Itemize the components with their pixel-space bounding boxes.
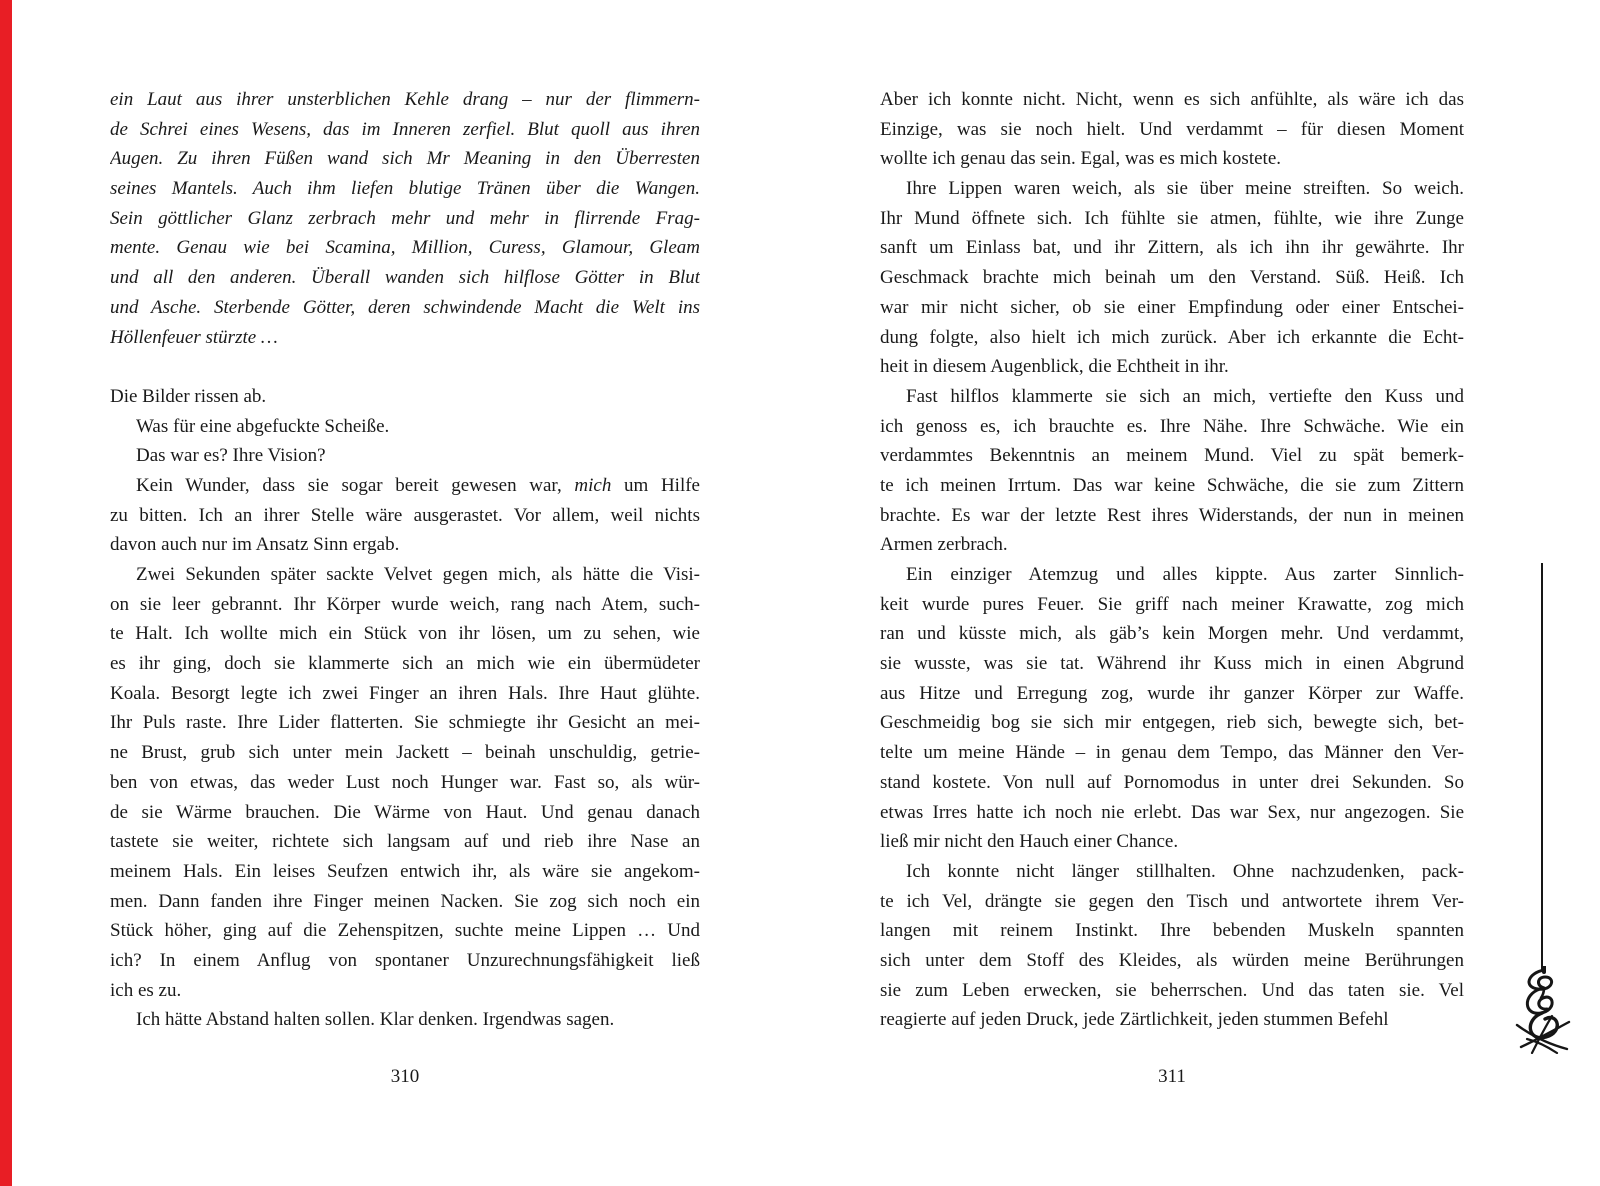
text-line: heit in diesem Augenblick, die Echtheit in ihr. <box>880 356 1229 378</box>
text-line: Höllenfeuer stürzte … <box>110 326 278 348</box>
text-line: Armen zerbrach. <box>880 534 1008 556</box>
text-line: te ich Vel, drängte sie gegen den Tisch und antwortete ihrem Ver- <box>880 890 1464 912</box>
text-line: wollte ich genau das sein. Egal, was es mich kostete. <box>880 148 1282 170</box>
text-line: Stück höher, ging auf die Zehenspitzen, suchte meine Lippen … Und <box>110 920 700 942</box>
text-line: on sie leer gebrannt. Ihr Körper wurde weich, rang nach Atem, such- <box>110 593 700 615</box>
text-line: Ein einziger Atemzug und alles kippte. Aus zarter Sinnlich- <box>906 564 1464 585</box>
text-line: de sie Wärme brauchen. Die Wärme von Haut. Und genau danach <box>110 801 700 823</box>
text-line: davon auch nur im Ansatz Sinn ergab. <box>110 534 400 556</box>
text-line: ran und küsste mich, als gäb’s kein Morgen mehr. Und verdammt, <box>880 623 1464 645</box>
page-text-right <box>880 85 1464 1035</box>
text-line: seines Mantels. Auch ihm liefen blutige Tränen über die Wangen. <box>110 178 700 200</box>
page-number-left: 310 <box>390 1066 420 1087</box>
text-line: ich genoss es, ich brauchte es. Ihre Nähe. Ihre Schwäche. Wie ein <box>880 415 1464 437</box>
text-line: sanft um Einlass bat, und ihr Zittern, als ich ihn ihr gewährte. Ihr <box>880 237 1464 259</box>
text-line: ließ mir nicht den Hauch einer Chance. <box>880 831 1179 853</box>
red-edge-strip <box>0 0 12 1186</box>
text-line: Ich hätte Abstand halten sollen. Klar denken. Irgendwas sagen. <box>136 1009 615 1031</box>
text-line: aus Hitze und Erregung zog, wurde ihr ganzer Körper zur Waffe. <box>880 682 1464 704</box>
text-line: te ich meinen Irrtum. Das war keine Schwäche, die sie zum Zittern <box>880 474 1464 496</box>
text-line: Sein göttlicher Glanz zerbrach mehr und mehr in flirrende Frag- <box>110 207 700 229</box>
text-line: zu bitten. Ich an ihrer Stelle wäre ausgerastet. Vor allem, weil nichts <box>110 504 700 526</box>
text-line: sie zum Leben erwecken, sie beherrschen. Und das taten sie. Vel <box>880 979 1464 1001</box>
text-line: Einzige, was sie noch hielt. Und verdammt – für diesen Moment <box>880 118 1464 140</box>
text-line: Augen. Zu ihren Füßen wand sich Mr Meaning in den Überresten <box>110 148 700 170</box>
book-page-left <box>110 85 700 1035</box>
text-line: Koala. Besorgt legte ich zwei Finger an ihren Hals. Ihre Haut glühte. <box>110 682 700 704</box>
text-line: Kein Wunder, dass sie sogar bereit gewesen war, mich um Hilfe <box>136 474 700 496</box>
paragraph-spacer <box>110 352 700 382</box>
text-line: etwas Irres hatte ich noch nie erlebt. Das war Sex, nur angezogen. Sie <box>880 801 1464 823</box>
text-line: war mir nicht sicher, ob sie einer Empfindung oder einer Entschei- <box>880 296 1464 318</box>
text-line: dung folgte, also hielt ich mich zurück. Aber ich erkannte die Echt- <box>880 326 1464 348</box>
text-line: Die Bilder rissen ab. <box>110 385 267 407</box>
text-line: te Halt. Ich wollte mich ein Stück von ihr lösen, um zu sehen, wie <box>110 623 700 645</box>
book-page-right <box>880 85 1464 1035</box>
text-line: ne Brust, grub sich unter mein Jackett – beinah unschuldig, getrie- <box>110 742 700 764</box>
text-line: ich? In einem Anflug von spontaner Unzurechnungsfähigkeit ließ <box>110 949 700 971</box>
text-line: de Schrei eines Wesens, das im Inneren zerfiel. Blut quoll aus ihren <box>110 118 700 140</box>
text-line: men. Dann fanden ihre Finger meinen Nacken. Sie zog sich noch ein <box>110 890 700 912</box>
text-line: es ihr ging, doch sie klammerte sich an mich wie ein übermüdeter <box>110 653 700 675</box>
text-line: und all den anderen. Überall wanden sich hilflose Götter in Blut <box>110 267 700 289</box>
text-line: sie wusste, was sie tat. Während ihr Kuss mich in einen Abgrund <box>880 653 1464 675</box>
chapter-divider-line <box>1541 563 1543 971</box>
text-line: Geschmack brachte mich beinah um den Verstand. Süß. Heiß. Ich <box>880 267 1464 289</box>
text-line: Ihre Lippen waren weich, als sie über meine streiften. So weich. <box>906 178 1464 200</box>
text-line: und Asche. Sterbende Götter, deren schwindende Macht die Welt ins <box>110 296 700 318</box>
text-line: meinem Hals. Ein leises Seufzen entwich ihr, als wäre sie angekom- <box>110 860 700 882</box>
page-text-left <box>110 85 700 1035</box>
text-line: mente. Genau wie bei Scamina, Million, Curess, Glamour, Gleam <box>110 237 700 259</box>
text-line: reagierte auf jeden Druck, jede Zärtlichkeit, jeden stummen Befehl <box>880 1009 1389 1031</box>
text-line: verdammtes Bekenntnis an meinem Mund. Viel zu spät bemerk- <box>880 445 1464 467</box>
text-line: brachte. Es war der letzte Rest ihres Widerstands, der nun in meinen <box>880 504 1464 526</box>
text-line: keit wurde pures Feuer. Sie griff nach meiner Krawatte, zog mich <box>880 593 1464 615</box>
text-line: Was für eine abgefuckte Scheiße. <box>136 415 390 437</box>
text-line: sich unter dem Stoff des Kleides, als würden meine Berührungen <box>880 949 1464 971</box>
text-line: Ihr Puls raste. Ihre Lider flatterten. Sie schmiegte ihr Gesicht an mei- <box>110 712 700 734</box>
text-line: Ihr Mund öffnete sich. Ich fühlte sie atmen, fühlte, wie ihre Zunge <box>880 207 1464 229</box>
calligraphic-flourish-icon <box>1510 966 1578 1054</box>
text-line: Aber ich konnte nicht. Nicht, wenn es sich anfühlte, als wäre ich das <box>880 89 1464 110</box>
text-line: Geschmeidig bog sie sich mir entgegen, rieb sich, bewegte sich, bet- <box>880 712 1464 734</box>
text-line: Das war es? Ihre Vision? <box>136 445 326 467</box>
text-line: Zwei Sekunden später sackte Velvet gegen mich, als hätte die Visi- <box>136 564 700 585</box>
text-line: ben von etwas, das weder Lust noch Hunger war. Fast so, als wür- <box>110 771 700 793</box>
text-line: ein Laut aus ihrer unsterblichen Kehle drang – nur der flimmern- <box>110 89 700 110</box>
text-line: Ich konnte nicht länger stillhalten. Ohne nachzudenken, pack- <box>906 860 1464 882</box>
page-number-right: 311 <box>1158 1066 1186 1087</box>
text-line: telte um meine Hände – in genau dem Tempo, das Männer den Ver- <box>880 742 1464 764</box>
text-line: ich es zu. <box>110 979 182 1001</box>
text-line: tastete sie weiter, richtete sich langsam auf und rieb ihre Nase an <box>110 831 700 853</box>
text-line: Fast hilflos klammerte sie sich an mich, vertiefte den Kuss und <box>906 385 1464 407</box>
text-line: langen mit reinem Instinkt. Ihre bebenden Muskeln spannten <box>880 920 1464 942</box>
text-line: stand kostete. Von null auf Pornomodus in unter drei Sekunden. So <box>880 771 1464 793</box>
